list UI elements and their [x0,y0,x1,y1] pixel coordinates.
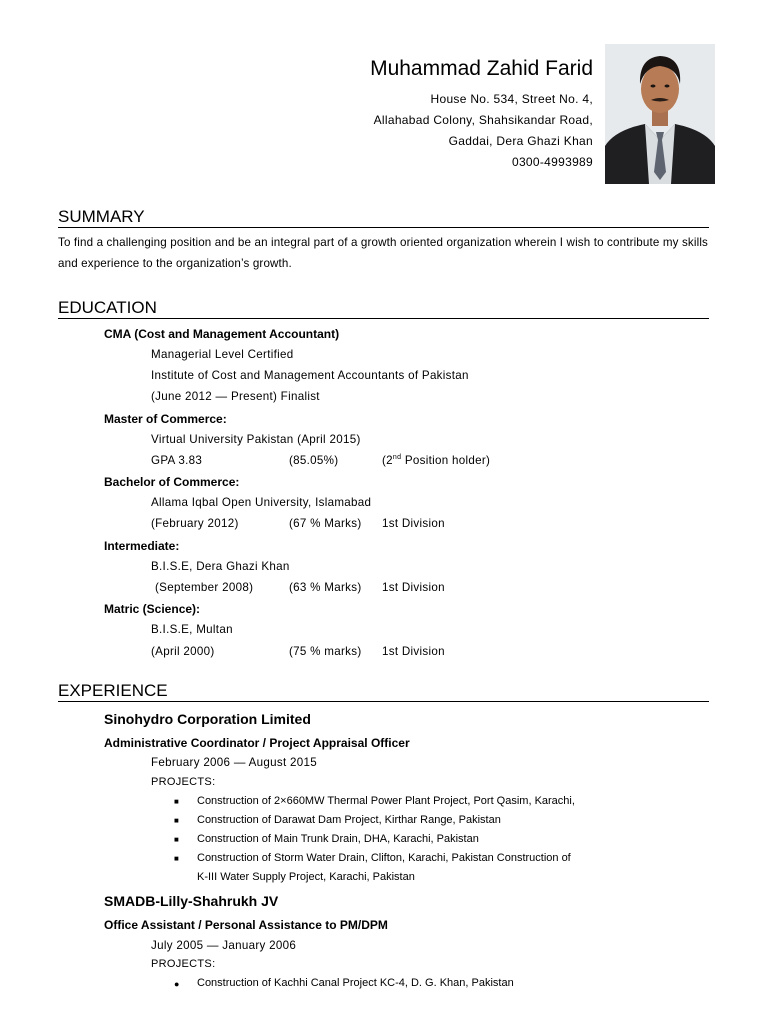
bcom-line-1: Allama Iqbal Open University, Islamabad [151,496,372,509]
summary-heading: SUMMARY [58,207,145,226]
inter-division: 1st Division [382,581,445,594]
bullet-icon: ■ [174,816,179,825]
phone-number: 0300-4993989 [511,155,593,169]
cma-line-2: Institute of Cost and Management Accountants of Pakistan [151,369,469,382]
profile-photo [605,44,715,184]
inter-marks: (63 % Marks) [289,581,362,594]
job1-projects-label: PROJECTS: [151,776,216,788]
inter-line-1: B.I.S.E, Dera Ghazi Khan [151,560,290,573]
inter-heading: Intermediate: [104,539,180,553]
bcom-marks: (67 % Marks) [289,517,362,530]
address-line-1: House No. 534, Street No. 4, [430,92,593,106]
matric-division: 1st Division [382,645,445,658]
education-divider [58,318,709,319]
mcom-percent: (85.05%) [289,454,339,467]
bullet-icon: ■ [174,797,179,806]
cma-line-1: Managerial Level Certified [151,348,294,361]
experience-divider [58,701,709,702]
job1-project-4: Construction of Storm Water Drain, Clifton, Karachi, Pakistan Construction of [197,852,571,864]
inter-date: (September 2008) [155,581,254,594]
candidate-name: Muhammad Zahid Farid [370,57,593,80]
address-line-3: Gaddai, Dera Ghazi Khan [448,134,593,148]
matric-heading: Matric (Science): [104,602,201,616]
cma-line-3: (June 2012 — Present) Finalist [151,390,320,403]
mcom-gpa: GPA 3.83 [151,454,203,467]
bullet-icon: ■ [174,854,179,863]
bcom-date: (February 2012) [151,517,239,530]
job2-projects-label: PROJECTS: [151,958,216,970]
mcom-position-sup: nd [392,454,402,462]
education-heading: EDUCATION [58,298,157,317]
job2-role: Office Assistant / Personal Assistance to PM/DPM [104,918,388,932]
job1-dates: February 2006 — August 2015 [151,756,318,769]
mcom-position [382,454,490,467]
job2-dates: July 2005 — January 2006 [151,939,297,952]
matric-date: (April 2000) [151,645,215,658]
summary-text: To find a challenging position and be an integral part of a growth oriented organization wherein I wish to contribute my skills and experience to the organization’s growth. [58,236,708,270]
job1-project-3: Construction of Main Trunk Drain, DHA, Karachi, Pakistan [197,833,479,845]
job1-organization: Sinohydro Corporation Limited [104,711,311,727]
bullet-round-icon: ● [174,979,180,989]
address-line-2: Allahabad Colony, Shahsikandar Road, [373,113,593,127]
job1-project-2: Construction of Darawat Dam Project, Kirthar Range, Pakistan [197,814,501,826]
mcom-position-suffix: Position holder) [401,454,491,467]
job2-project-1: Construction of Kachhi Canal Project KC-4, D. G. Khan, Pakistan [197,977,514,989]
mcom-line-1: Virtual University Pakistan (April 2015) [151,433,361,446]
job1-role: Administrative Coordinator / Project Appraisal Officer [104,736,410,750]
resume-header [0,0,768,200]
bullet-icon: ■ [174,835,179,844]
job1-project-1: Construction of 2×660MW Thermal Power Plant Project, Port Qasim, Karachi, [197,795,575,807]
matric-marks: (75 % marks) [289,645,362,658]
job1-project-continuation: K-III Water Supply Project, Karachi, Pakistan [197,871,415,883]
bcom-division: 1st Division [382,517,445,530]
job2-organization: SMADB-Lilly-Shahrukh JV [104,893,279,909]
mcom-heading: Master of Commerce: [104,412,227,426]
mcom-position-prefix: (2 [382,454,393,467]
bcom-heading: Bachelor of Commerce: [104,475,240,489]
summary-divider [58,227,709,228]
cma-heading: CMA (Cost and Management Accountant) [104,327,340,341]
experience-heading: EXPERIENCE [58,681,168,700]
matric-line-1: B.I.S.E, Multan [151,623,233,636]
